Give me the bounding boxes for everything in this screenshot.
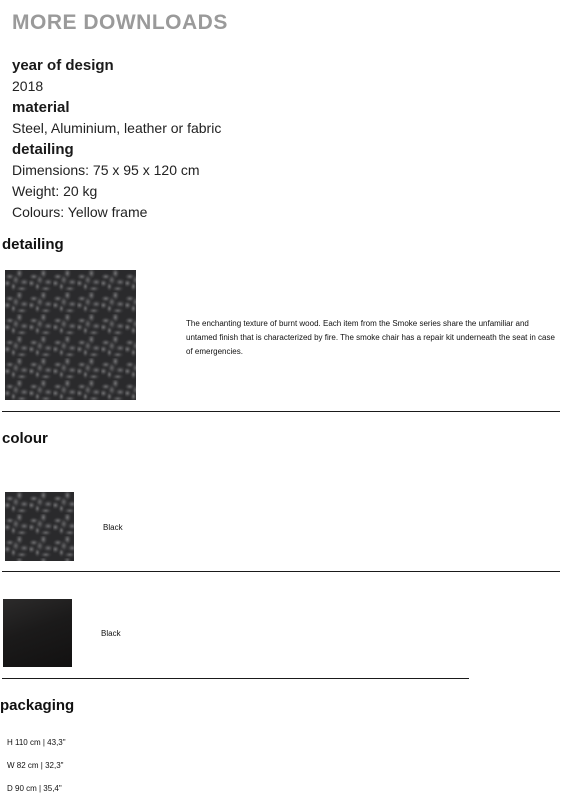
packaging-width: W 82 cm | 32,3" xyxy=(7,761,64,770)
detailing-spec-label: detailing xyxy=(12,141,74,158)
colour-swatch-leather-black[interactable] xyxy=(3,599,72,667)
more-downloads-link[interactable]: MORE DOWNLOADS xyxy=(12,11,228,34)
colour-heading: colour xyxy=(2,430,48,447)
material-value: Steel, Aluminium, leather or fabric xyxy=(12,120,222,136)
burnt-wood-texture-image xyxy=(5,270,136,400)
packaging-heading: packaging xyxy=(0,697,75,714)
colour-swatch-burnt-black[interactable] xyxy=(5,492,74,561)
colours-value: Colours: Yellow frame xyxy=(12,204,148,220)
colour-swatch-label: Black xyxy=(101,629,121,638)
detailing-heading: detailing xyxy=(2,236,64,253)
year-of-design-label: year of design xyxy=(12,57,114,74)
packaging-depth: D 90 cm | 35,4" xyxy=(7,784,62,793)
colour-swatch-label: Black xyxy=(103,523,123,532)
detailing-divider xyxy=(2,411,560,412)
material-label: material xyxy=(12,99,70,116)
detailing-caption: The enchanting texture of burnt wood. Each item from the Smoke series share the unfamiliar and untamed finish that is characterized by fire. The smoke chair has a repair kit underneath the seat in case of emergencies. xyxy=(186,319,555,356)
year-of-design-value: 2018 xyxy=(12,78,44,94)
packaging-height: H 110 cm | 43,3" xyxy=(7,738,66,747)
swatch-divider xyxy=(2,678,469,679)
colour-divider xyxy=(2,571,560,572)
weight-value: Weight: 20 kg xyxy=(12,183,98,199)
dimensions-value: Dimensions: 75 x 95 x 120 cm xyxy=(12,162,200,178)
